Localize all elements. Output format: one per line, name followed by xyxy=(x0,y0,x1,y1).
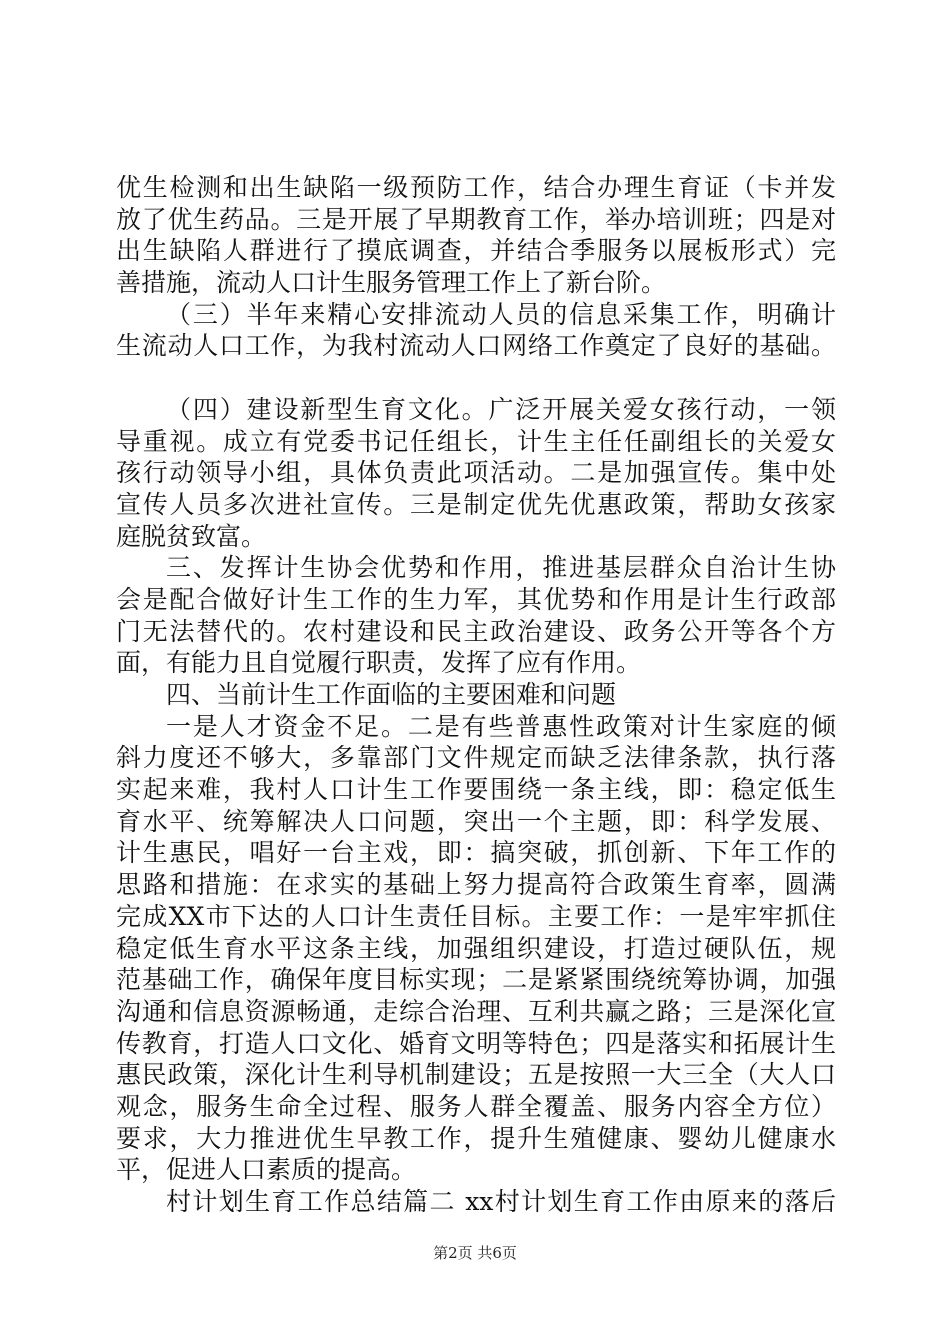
text-line: 庭脱贫致富。 xyxy=(116,521,267,551)
text-line: 完成XX市下达的人口计生责任目标。主要工作：一是牢牢抓住 xyxy=(116,901,836,931)
text-line: 实起来难，我村人口计生工作要围绕一条主线，即：稳定低生 xyxy=(116,775,836,805)
text-line: 宣传人员多次进社宣传。三是制定优先优惠政策，帮助女孩家 xyxy=(116,489,836,519)
text-line: 孩行动领导小组，具体负责此项活动。二是加强宣传。集中处 xyxy=(116,458,836,488)
text-line: 出生缺陷人群进行了摸底调查，并结合季服务以展板形式）完 xyxy=(116,236,836,266)
document-body xyxy=(116,172,836,1218)
text-line: 计生惠民，唱好一台主戏，即：搞突破，抓创新、下年工作的 xyxy=(116,838,836,868)
text-line: 育水平、统筹解决人口问题，突出一个主题，即：科学发展、 xyxy=(116,806,836,836)
text-line: 沟通和信息资源畅通，走综合治理、互利共赢之路；三是深化宣 xyxy=(116,996,836,1026)
text-line: 一是人才资金不足。二是有些普惠性政策对计生家庭的倾 xyxy=(166,711,836,741)
section-heading: 四、当前计生工作面临的主要困难和问题 xyxy=(166,680,617,709)
text-line: 稳定低生育水平这条主线，加强组织建设，打造过硬队伍，规 xyxy=(116,933,836,963)
text-line: （四）建设新型生育文化。广泛开展关爱女孩行动，一领 xyxy=(166,394,836,424)
text-line: 优生检测和出生缺陷一级预防工作，结合办理生育证（卡并发 xyxy=(116,173,836,202)
text-line: 范基础工作，确保年度目标实现；二是紧紧围绕统筹协调，加强 xyxy=(116,965,836,995)
text-line: 导重视。成立有党委书记任组长，计生主任任副组长的关爱女 xyxy=(116,426,836,456)
text-line: 会是配合做好计生工作的生力军，其优势和作用是计生行政部 xyxy=(116,584,836,614)
text-line: 面，有能力且自觉履行职责，发挥了应有作用。 xyxy=(116,648,642,678)
text-line: 要求，大力推进优生早教工作，提升生殖健康、婴幼儿健康水 xyxy=(116,1123,836,1153)
text-line: 思路和措施：在求实的基础上努力提高符合政策生育率，圆满 xyxy=(116,870,836,900)
text-line: 生流动人口工作，为我村流动人口网络工作奠定了良好的基础。 xyxy=(116,331,836,361)
text-line: 惠民政策，深化计生利导机制建设；五是按照一大三全（大人口 xyxy=(116,1060,836,1090)
text-line: 善措施，流动人口计生服务管理工作上了新台阶。 xyxy=(116,268,667,298)
text-line: 三、发挥计生协会优势和作用，推进基层群众自治计生协 xyxy=(166,553,836,583)
page-number: 第2页 共6页 xyxy=(433,1244,517,1262)
text-line: 村计划生育工作总结篇二 xx村计划生育工作由原来的落后 xyxy=(166,1187,836,1216)
text-line: 平，促进人口素质的提高。 xyxy=(116,1155,417,1185)
text-line: （三）半年来精心安排流动人员的信息采集工作，明确计 xyxy=(166,299,836,329)
text-line: 门无法替代的。农村建设和民主政治建设、政务公开等各个方 xyxy=(116,616,836,646)
text-line: 观念，服务生命全过程、服务人群全覆盖、服务内容全方位） xyxy=(116,1091,836,1121)
text-line: 传教育，打造人口文化、婚育文明等特色；四是落实和拓展计生 xyxy=(116,1028,836,1058)
text-line: 斜力度还不够大，多靠部门文件规定而缺乏法律条款，执行落 xyxy=(116,743,836,773)
text-line: 放了优生药品。三是开展了早期教育工作，举办培训班；四是对 xyxy=(116,204,836,234)
paragraph-gap xyxy=(116,362,836,394)
